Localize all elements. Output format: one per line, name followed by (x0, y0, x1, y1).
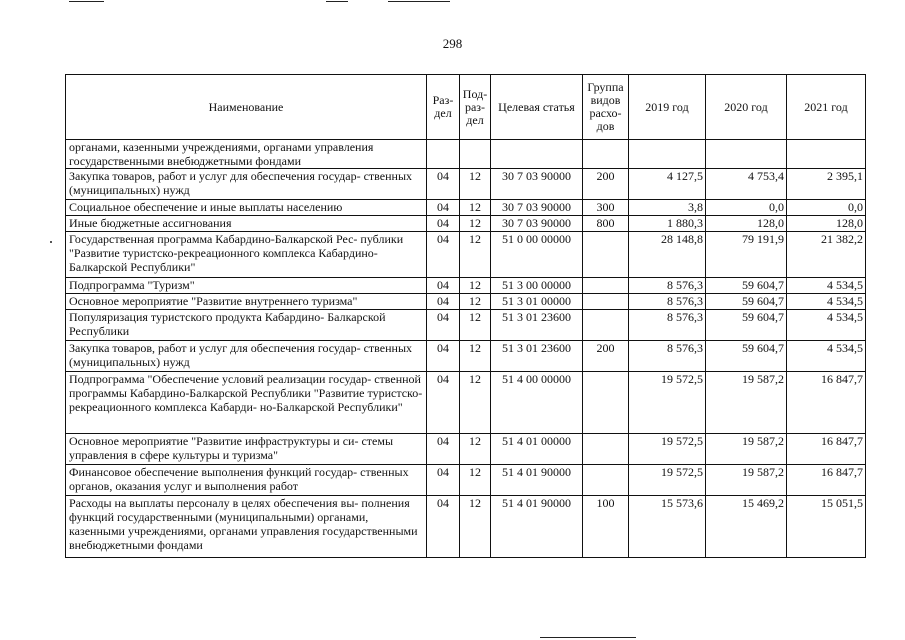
row-2020: 4 753,4 (706, 169, 787, 200)
row-subsection: 12 (460, 278, 491, 294)
row-subsection: 12 (460, 496, 491, 558)
row-2019: 15 573,6 (629, 496, 706, 558)
scan-mark-top-mid (326, 1, 348, 2)
row-2021: 16 847,7 (787, 434, 866, 465)
table-row (66, 200, 866, 216)
row-name: Подпрограмма "Туризм" (66, 278, 427, 294)
row-2019: 8 576,3 (629, 294, 706, 310)
row-target-article: 51 0 00 00000 (491, 232, 583, 278)
row-2020: 19 587,2 (706, 372, 787, 434)
row-2019 (629, 140, 706, 169)
row-2019: 3,8 (629, 200, 706, 216)
row-target-article: 51 3 01 23600 (491, 341, 583, 372)
row-section: 04 (427, 278, 460, 294)
table-body (66, 140, 866, 558)
header-subsection: Под- раз- дел (460, 75, 491, 140)
row-expense-group (583, 294, 629, 310)
table-row (66, 465, 866, 496)
row-2020: 19 587,2 (706, 434, 787, 465)
row-subsection: 12 (460, 294, 491, 310)
row-2021 (787, 140, 866, 169)
row-expense-group (583, 232, 629, 278)
table-row (66, 294, 866, 310)
row-2021: 0,0 (787, 200, 866, 216)
row-2019: 1 880,3 (629, 216, 706, 232)
row-name: Финансовое обеспечение выполнения функций государ- ственных органов, оказания услуг и выполнения работ (66, 465, 427, 496)
scan-speck (50, 241, 52, 243)
table-row (66, 169, 866, 200)
row-2020: 59 604,7 (706, 341, 787, 372)
header-target-article: Целевая статья (491, 75, 583, 140)
row-target-article: 51 3 00 00000 (491, 278, 583, 294)
row-2021: 128,0 (787, 216, 866, 232)
row-name: Иные бюджетные ассигнования (66, 216, 427, 232)
row-name: Социальное обеспечение и иные выплаты населению (66, 200, 427, 216)
scan-mark-bottom (540, 637, 636, 638)
row-section: 04 (427, 341, 460, 372)
row-expense-group (583, 140, 629, 169)
row-2020: 0,0 (706, 200, 787, 216)
row-2019: 8 576,3 (629, 341, 706, 372)
row-section: 04 (427, 294, 460, 310)
row-2021: 21 382,2 (787, 232, 866, 278)
row-2019: 8 576,3 (629, 278, 706, 294)
table-row (66, 341, 866, 372)
row-expense-group (583, 310, 629, 341)
row-expense-group: 100 (583, 496, 629, 558)
row-2021: 4 534,5 (787, 341, 866, 372)
row-subsection: 12 (460, 169, 491, 200)
table-row (66, 216, 866, 232)
row-expense-group: 300 (583, 200, 629, 216)
table-row (66, 434, 866, 465)
row-2020: 59 604,7 (706, 294, 787, 310)
header-2021: 2021 год (787, 75, 866, 140)
header-2020: 2020 год (706, 75, 787, 140)
row-subsection: 12 (460, 465, 491, 496)
scan-mark-top-right (388, 1, 450, 2)
row-target-article: 51 4 00 00000 (491, 372, 583, 434)
row-2020: 79 191,9 (706, 232, 787, 278)
row-section: 04 (427, 434, 460, 465)
row-2019: 28 148,8 (629, 232, 706, 278)
row-section: 04 (427, 200, 460, 216)
row-2020 (706, 140, 787, 169)
header-name: Наименование (66, 75, 427, 140)
row-2021: 16 847,7 (787, 465, 866, 496)
row-subsection (460, 140, 491, 169)
row-2020: 19 587,2 (706, 465, 787, 496)
row-section: 04 (427, 372, 460, 434)
row-expense-group (583, 372, 629, 434)
row-section: 04 (427, 496, 460, 558)
row-target-article: 51 4 01 00000 (491, 434, 583, 465)
row-expense-group (583, 465, 629, 496)
header-section: Раз- дел (427, 75, 460, 140)
row-2021: 15 051,5 (787, 496, 866, 558)
row-2020: 59 604,7 (706, 278, 787, 294)
row-2021: 4 534,5 (787, 310, 866, 341)
row-name: Основное мероприятие "Развитие инфраструктуры и си- стемы управления в сфере культуры и туризма" (66, 434, 427, 465)
row-expense-group: 200 (583, 341, 629, 372)
row-section: 04 (427, 216, 460, 232)
row-2019: 8 576,3 (629, 310, 706, 341)
row-subsection: 12 (460, 434, 491, 465)
row-2019: 19 572,5 (629, 465, 706, 496)
row-name: Расходы на выплаты персоналу в целях обеспечения вы- полнения функций государственными (муниципальными) органами, казенными учреждениями, органами управления государственными внебюджетными фондами (66, 496, 427, 558)
row-target-article: 51 4 01 90000 (491, 496, 583, 558)
row-expense-group (583, 434, 629, 465)
table-header-row (66, 75, 866, 140)
header-expense-group: Группа видов расхо- дов (583, 75, 629, 140)
row-section: 04 (427, 169, 460, 200)
row-target-article (491, 140, 583, 169)
row-2021: 2 395,1 (787, 169, 866, 200)
scan-mark-top-left (69, 1, 104, 2)
page-number: 298 (442, 36, 463, 51)
row-expense-group: 800 (583, 216, 629, 232)
row-subsection: 12 (460, 200, 491, 216)
row-name: Закупка товаров, работ и услуг для обеспечения государ- ственных (муниципальных) нужд (66, 341, 427, 372)
row-name: органами, казенными учреждениями, органами управления государственными внебюджетными фондами (66, 140, 427, 169)
row-name: Популяризация туристского продукта Кабардино- Балкарской Республики (66, 310, 427, 341)
row-subsection: 12 (460, 232, 491, 278)
row-2019: 19 572,5 (629, 434, 706, 465)
row-expense-group: 200 (583, 169, 629, 200)
row-section (427, 140, 460, 169)
table-row (66, 140, 866, 169)
row-2021: 16 847,7 (787, 372, 866, 434)
row-target-article: 30 7 03 90000 (491, 200, 583, 216)
budget-table (65, 74, 866, 558)
row-2021: 4 534,5 (787, 278, 866, 294)
table-row (66, 372, 866, 434)
row-section: 04 (427, 310, 460, 341)
row-section: 04 (427, 465, 460, 496)
row-target-article: 51 3 01 00000 (491, 294, 583, 310)
row-subsection: 12 (460, 372, 491, 434)
row-2020: 128,0 (706, 216, 787, 232)
row-section: 04 (427, 232, 460, 278)
row-2020: 15 469,2 (706, 496, 787, 558)
table-row (66, 496, 866, 558)
row-2019: 4 127,5 (629, 169, 706, 200)
row-2019: 19 572,5 (629, 372, 706, 434)
header-2019: 2019 год (629, 75, 706, 140)
row-expense-group (583, 278, 629, 294)
row-name: Основное мероприятие "Развитие внутреннего туризма" (66, 294, 427, 310)
row-2021: 4 534,5 (787, 294, 866, 310)
row-target-article: 51 3 01 23600 (491, 310, 583, 341)
table-row (66, 232, 866, 278)
row-target-article: 51 4 01 90000 (491, 465, 583, 496)
row-name: Закупка товаров, работ и услуг для обеспечения государ- ственных (муниципальных) нужд (66, 169, 427, 200)
table-row (66, 310, 866, 341)
row-target-article: 30 7 03 90000 (491, 216, 583, 232)
row-subsection: 12 (460, 310, 491, 341)
row-subsection: 12 (460, 216, 491, 232)
row-name: Подпрограмма "Обеспечение условий реализации государ- ственной программы Кабардино-Балкарской Республики "Развитие туристско-рекреационного комплекса Кабарди- но-Балкарской Республики" (66, 372, 427, 434)
row-target-article: 30 7 03 90000 (491, 169, 583, 200)
row-2020: 59 604,7 (706, 310, 787, 341)
table-row (66, 278, 866, 294)
row-subsection: 12 (460, 341, 491, 372)
row-name: Государственная программа Кабардино-Балкарской Рес- публики "Развитие туристско-рекреационного комплекса Кабардино-Балкарской Республики" (66, 232, 427, 278)
